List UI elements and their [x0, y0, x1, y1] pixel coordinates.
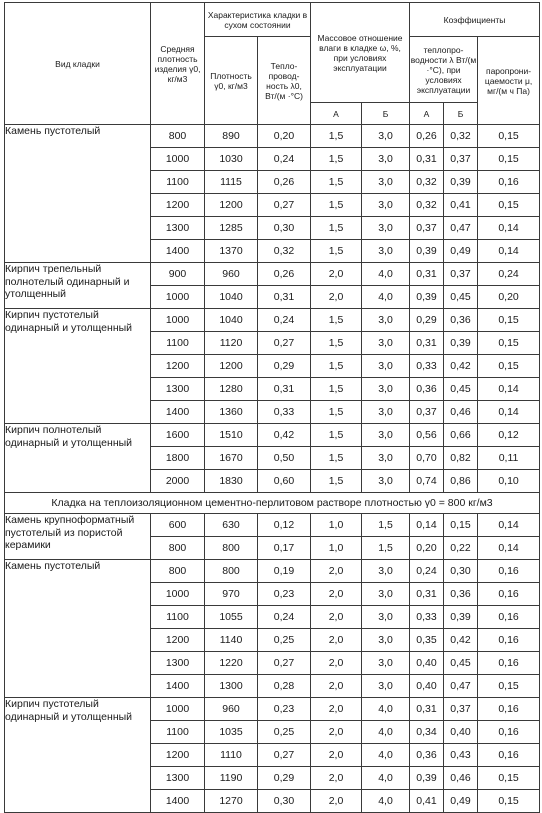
cell-vapour-mu: 0,15: [478, 767, 540, 790]
cell-avg-density: 1800: [151, 447, 205, 470]
cell-lambda0: 0,31: [258, 378, 311, 401]
cell-avg-density: 1400: [151, 675, 205, 698]
cell-avg-density: 800: [151, 560, 205, 583]
cell-lambda-b: 0,42: [444, 629, 478, 652]
cell-moisture-b: 3,0: [362, 332, 410, 355]
cell-moisture-b: 4,0: [362, 790, 410, 813]
cell-lambda-a: 0,40: [410, 652, 444, 675]
cell-vapour-mu: 0,20: [478, 286, 540, 309]
header-lambda-b: Б: [444, 103, 478, 125]
cell-vapour-mu: 0,10: [478, 470, 540, 493]
cell-lambda-b: 0,39: [444, 606, 478, 629]
cell-avg-density: 1400: [151, 240, 205, 263]
cell-vapour-mu: 0,15: [478, 675, 540, 698]
cell-lambda-a: 0,26: [410, 125, 444, 148]
cell-lambda-a: 0,70: [410, 447, 444, 470]
cell-density: 1360: [205, 401, 258, 424]
header-moisture-a: А: [311, 103, 362, 125]
cell-lambda-a: 0,20: [410, 537, 444, 560]
cell-lambda-b: 0,46: [444, 767, 478, 790]
cell-density: 1040: [205, 286, 258, 309]
cell-avg-density: 1000: [151, 309, 205, 332]
cell-vapour-mu: 0,11: [478, 447, 540, 470]
cell-vapour-mu: 0,12: [478, 424, 540, 447]
cell-moisture-b: 3,0: [362, 606, 410, 629]
header-massovoe-otnoshenie: Массовое отношение влаги в кладке ω, %, при условиях эксплуатации: [311, 3, 410, 103]
cell-lambda0: 0,25: [258, 629, 311, 652]
cell-vapour-mu: 0,14: [478, 217, 540, 240]
cell-moisture-a: 1,5: [311, 378, 362, 401]
cell-moisture-a: 2,0: [311, 652, 362, 675]
cell-moisture-a: 1,5: [311, 240, 362, 263]
cell-moisture-a: 2,0: [311, 583, 362, 606]
cell-lambda0: 0,19: [258, 560, 311, 583]
cell-lambda-b: 0,49: [444, 240, 478, 263]
cell-lambda-b: 0,32: [444, 125, 478, 148]
cell-avg-density: 1000: [151, 698, 205, 721]
cell-vapour-mu: 0,14: [478, 401, 540, 424]
cell-density: 1830: [205, 470, 258, 493]
cell-lambda-b: 0,82: [444, 447, 478, 470]
header-moisture-b: Б: [362, 103, 410, 125]
cell-avg-density: 2000: [151, 470, 205, 493]
cell-lambda-a: 0,37: [410, 217, 444, 240]
cell-lambda-b: 0,22: [444, 537, 478, 560]
cell-vapour-mu: 0,15: [478, 309, 540, 332]
cell-lambda0: 0,42: [258, 424, 311, 447]
cell-moisture-b: 4,0: [362, 744, 410, 767]
cell-moisture-b: 3,0: [362, 447, 410, 470]
cell-lambda-a: 0,31: [410, 583, 444, 606]
cell-lambda-b: 0,15: [444, 514, 478, 537]
cell-lambda-a: 0,39: [410, 286, 444, 309]
cell-lambda0: 0,23: [258, 698, 311, 721]
cell-density: 1110: [205, 744, 258, 767]
cell-avg-density: 600: [151, 514, 205, 537]
cell-moisture-a: 1,5: [311, 194, 362, 217]
cell-moisture-b: 4,0: [362, 698, 410, 721]
cell-lambda-b: 0,42: [444, 355, 478, 378]
cell-density: 1670: [205, 447, 258, 470]
cell-avg-density: 1200: [151, 355, 205, 378]
cell-moisture-b: 3,0: [362, 424, 410, 447]
cell-density: 1200: [205, 355, 258, 378]
cell-moisture-b: 4,0: [362, 286, 410, 309]
cell-avg-density: 1200: [151, 744, 205, 767]
cell-moisture-a: 2,0: [311, 629, 362, 652]
cell-avg-density: 900: [151, 263, 205, 286]
cell-lambda0: 0,24: [258, 606, 311, 629]
cell-moisture-b: 3,0: [362, 148, 410, 171]
cell-moisture-a: 2,0: [311, 286, 362, 309]
cell-lambda-a: 0,56: [410, 424, 444, 447]
cell-avg-density: 1100: [151, 171, 205, 194]
cell-moisture-b: 3,0: [362, 652, 410, 675]
cell-moisture-b: 4,0: [362, 721, 410, 744]
cell-lambda-a: 0,36: [410, 744, 444, 767]
cell-moisture-a: 2,0: [311, 790, 362, 813]
cell-lambda-a: 0,35: [410, 629, 444, 652]
cell-lambda-a: 0,33: [410, 355, 444, 378]
header-lambda-a: А: [410, 103, 444, 125]
cell-lambda0: 0,23: [258, 583, 311, 606]
cell-lambda-b: 0,39: [444, 332, 478, 355]
cell-moisture-a: 2,0: [311, 698, 362, 721]
cell-moisture-b: 3,0: [362, 355, 410, 378]
cell-moisture-b: 3,0: [362, 194, 410, 217]
cell-density: 1140: [205, 629, 258, 652]
cell-moisture-a: 1,5: [311, 148, 362, 171]
cell-lambda-a: 0,14: [410, 514, 444, 537]
cell-moisture-b: 1,5: [362, 514, 410, 537]
cell-vapour-mu: 0,15: [478, 125, 540, 148]
header-vid-kladki: Вид кладки: [5, 3, 151, 125]
cell-lambda-a: 0,31: [410, 332, 444, 355]
cell-vapour-mu: 0,16: [478, 698, 540, 721]
cell-lambda-b: 0,40: [444, 721, 478, 744]
cell-moisture-b: 3,0: [362, 240, 410, 263]
cell-moisture-a: 2,0: [311, 767, 362, 790]
masonry-type-cell: Кирпич трепельный полнотелый одинарный и утолщенный: [5, 263, 151, 309]
cell-vapour-mu: 0,16: [478, 171, 540, 194]
cell-moisture-b: 3,0: [362, 309, 410, 332]
cell-density: 1220: [205, 652, 258, 675]
cell-vapour-mu: 0,15: [478, 332, 540, 355]
header-paropronicaemosti: паропрони-цаемости μ, мг/(м ч Па): [478, 37, 540, 125]
cell-moisture-a: 2,0: [311, 560, 362, 583]
cell-lambda0: 0,24: [258, 148, 311, 171]
cell-lambda0: 0,27: [258, 744, 311, 767]
cell-lambda0: 0,33: [258, 401, 311, 424]
cell-lambda-b: 0,36: [444, 583, 478, 606]
cell-lambda0: 0,27: [258, 332, 311, 355]
cell-avg-density: 800: [151, 125, 205, 148]
cell-density: 1035: [205, 721, 258, 744]
cell-lambda-a: 0,31: [410, 148, 444, 171]
cell-avg-density: 1400: [151, 790, 205, 813]
cell-lambda0: 0,50: [258, 447, 311, 470]
cell-lambda-b: 0,47: [444, 675, 478, 698]
cell-lambda-a: 0,24: [410, 560, 444, 583]
cell-lambda0: 0,25: [258, 721, 311, 744]
cell-moisture-a: 1,5: [311, 125, 362, 148]
cell-lambda-a: 0,32: [410, 171, 444, 194]
masonry-type-cell: Кирпич пустотелый одинарный и утолщенный: [5, 698, 151, 813]
header-teploprovodnost: Тепло-провод-ность λ0, Вт/(м ·°С): [258, 37, 311, 125]
cell-density: 1030: [205, 148, 258, 171]
cell-avg-density: 1400: [151, 401, 205, 424]
cell-vapour-mu: 0,16: [478, 721, 540, 744]
cell-moisture-b: 3,0: [362, 217, 410, 240]
cell-avg-density: 1000: [151, 148, 205, 171]
cell-lambda0: 0,24: [258, 309, 311, 332]
cell-lambda-a: 0,29: [410, 309, 444, 332]
cell-lambda-b: 0,37: [444, 263, 478, 286]
cell-lambda0: 0,30: [258, 217, 311, 240]
cell-lambda-a: 0,37: [410, 401, 444, 424]
cell-lambda0: 0,60: [258, 470, 311, 493]
table-row: [5, 514, 540, 537]
cell-moisture-a: 1,0: [311, 537, 362, 560]
cell-lambda-a: 0,31: [410, 698, 444, 721]
cell-moisture-a: 1,5: [311, 401, 362, 424]
cell-moisture-a: 1,5: [311, 217, 362, 240]
cell-lambda0: 0,26: [258, 171, 311, 194]
cell-moisture-b: 3,0: [362, 171, 410, 194]
cell-vapour-mu: 0,15: [478, 355, 540, 378]
cell-lambda0: 0,29: [258, 767, 311, 790]
cell-lambda-b: 0,47: [444, 217, 478, 240]
cell-lambda-b: 0,30: [444, 560, 478, 583]
cell-lambda-b: 0,45: [444, 378, 478, 401]
cell-density: 1040: [205, 309, 258, 332]
cell-density: 1280: [205, 378, 258, 401]
cell-avg-density: 1000: [151, 286, 205, 309]
cell-lambda0: 0,12: [258, 514, 311, 537]
masonry-type-cell: Кирпич полнотелый одинарный и утолщенный: [5, 424, 151, 493]
table-row: [5, 698, 540, 721]
cell-lambda0: 0,27: [258, 194, 311, 217]
header-kharakteristika: Характеристика кладки в сухом состоянии: [205, 3, 311, 37]
cell-vapour-mu: 0,16: [478, 652, 540, 675]
cell-avg-density: 1100: [151, 606, 205, 629]
document-page: [4, 2, 540, 813]
masonry-type-cell: Камень крупноформатный пустотелый из пористой керамики: [5, 514, 151, 560]
cell-lambda-a: 0,36: [410, 378, 444, 401]
cell-avg-density: 1300: [151, 652, 205, 675]
cell-vapour-mu: 0,15: [478, 194, 540, 217]
cell-moisture-b: 3,0: [362, 583, 410, 606]
cell-vapour-mu: 0,16: [478, 744, 540, 767]
cell-avg-density: 1200: [151, 194, 205, 217]
cell-moisture-b: 1,5: [362, 537, 410, 560]
cell-moisture-a: 1,5: [311, 332, 362, 355]
cell-density: 1510: [205, 424, 258, 447]
cell-lambda-a: 0,39: [410, 240, 444, 263]
cell-lambda-a: 0,74: [410, 470, 444, 493]
cell-lambda0: 0,31: [258, 286, 311, 309]
cell-moisture-a: 1,5: [311, 171, 362, 194]
cell-vapour-mu: 0,24: [478, 263, 540, 286]
cell-moisture-a: 1,5: [311, 470, 362, 493]
cell-avg-density: 1300: [151, 378, 205, 401]
cell-lambda-b: 0,46: [444, 401, 478, 424]
header-srednyaya-plotnost-text: Средняя плотность изделия γ0, кг/м3: [154, 43, 201, 84]
cell-avg-density: 1300: [151, 217, 205, 240]
cell-density: 1370: [205, 240, 258, 263]
cell-moisture-b: 4,0: [362, 767, 410, 790]
cell-lambda-b: 0,45: [444, 286, 478, 309]
cell-density: 1115: [205, 171, 258, 194]
cell-moisture-b: 3,0: [362, 401, 410, 424]
cell-lambda-a: 0,34: [410, 721, 444, 744]
cell-avg-density: 1100: [151, 721, 205, 744]
cell-lambda-b: 0,45: [444, 652, 478, 675]
cell-vapour-mu: 0,15: [478, 148, 540, 171]
cell-vapour-mu: 0,15: [478, 790, 540, 813]
cell-avg-density: 1600: [151, 424, 205, 447]
cell-lambda0: 0,28: [258, 675, 311, 698]
table-body: [5, 125, 540, 813]
cell-moisture-b: 4,0: [362, 263, 410, 286]
header-srednyaya-plotnost: [151, 3, 205, 125]
masonry-type-cell: Камень пустотелый: [5, 125, 151, 263]
cell-density: 800: [205, 537, 258, 560]
cell-avg-density: 1000: [151, 583, 205, 606]
cell-moisture-b: 3,0: [362, 560, 410, 583]
cell-moisture-a: 2,0: [311, 675, 362, 698]
cell-avg-density: 1100: [151, 332, 205, 355]
cell-density: 1190: [205, 767, 258, 790]
cell-moisture-b: 3,0: [362, 629, 410, 652]
header-plotnost: Плотность γ0, кг/м3: [205, 37, 258, 125]
section-row: [5, 493, 540, 514]
cell-density: 960: [205, 698, 258, 721]
masonry-type-cell: Кирпич пустотелый одинарный и утолщенный: [5, 309, 151, 424]
cell-lambda-b: 0,41: [444, 194, 478, 217]
cell-lambda-b: 0,49: [444, 790, 478, 813]
cell-lambda-a: 0,41: [410, 790, 444, 813]
masonry-type-cell: Камень пустотелый: [5, 560, 151, 698]
cell-vapour-mu: 0,14: [478, 514, 540, 537]
cell-lambda-b: 0,37: [444, 698, 478, 721]
cell-moisture-b: 3,0: [362, 125, 410, 148]
cell-density: 1270: [205, 790, 258, 813]
table-row: [5, 309, 540, 332]
cell-lambda-a: 0,39: [410, 767, 444, 790]
cell-lambda-a: 0,32: [410, 194, 444, 217]
cell-density: 1200: [205, 194, 258, 217]
cell-moisture-a: 2,0: [311, 721, 362, 744]
cell-vapour-mu: 0,16: [478, 560, 540, 583]
cell-moisture-a: 1,0: [311, 514, 362, 537]
cell-lambda0: 0,20: [258, 125, 311, 148]
cell-vapour-mu: 0,14: [478, 240, 540, 263]
cell-lambda-b: 0,39: [444, 171, 478, 194]
cell-avg-density: 800: [151, 537, 205, 560]
cell-lambda-b: 0,37: [444, 148, 478, 171]
cell-lambda-b: 0,43: [444, 744, 478, 767]
cell-lambda-a: 0,40: [410, 675, 444, 698]
cell-lambda0: 0,26: [258, 263, 311, 286]
cell-lambda-a: 0,31: [410, 263, 444, 286]
cell-moisture-b: 3,0: [362, 378, 410, 401]
cell-density: 1300: [205, 675, 258, 698]
cell-density: 890: [205, 125, 258, 148]
cell-avg-density: 1300: [151, 767, 205, 790]
cell-moisture-a: 1,5: [311, 424, 362, 447]
cell-avg-density: 1200: [151, 629, 205, 652]
cell-density: 1120: [205, 332, 258, 355]
cell-density: 960: [205, 263, 258, 286]
table-row: [5, 560, 540, 583]
header-koefficienty: Коэффициенты: [410, 3, 540, 37]
cell-moisture-b: 3,0: [362, 470, 410, 493]
cell-vapour-mu: 0,14: [478, 378, 540, 401]
cell-lambda-b: 0,36: [444, 309, 478, 332]
cell-vapour-mu: 0,14: [478, 537, 540, 560]
cell-density: 1055: [205, 606, 258, 629]
masonry-properties-table: [4, 2, 540, 813]
cell-lambda-b: 0,86: [444, 470, 478, 493]
cell-moisture-a: 2,0: [311, 263, 362, 286]
cell-lambda0: 0,32: [258, 240, 311, 263]
cell-moisture-a: 2,0: [311, 744, 362, 767]
cell-density: 800: [205, 560, 258, 583]
cell-vapour-mu: 0,16: [478, 583, 540, 606]
cell-lambda0: 0,27: [258, 652, 311, 675]
cell-moisture-a: 2,0: [311, 606, 362, 629]
cell-density: 1285: [205, 217, 258, 240]
table-row: [5, 263, 540, 286]
cell-density: 630: [205, 514, 258, 537]
cell-lambda-a: 0,33: [410, 606, 444, 629]
header-koef-teploprovodnosti: теплопро-водности λ Вт/(м ·°С), при условиях эксплуатации: [410, 37, 478, 103]
cell-lambda0: 0,17: [258, 537, 311, 560]
cell-lambda-b: 0,66: [444, 424, 478, 447]
cell-moisture-a: 1,5: [311, 447, 362, 470]
cell-lambda0: 0,30: [258, 790, 311, 813]
table-row: [5, 424, 540, 447]
section-title: Кладка на теплоизоляционном цементно-перлитовом растворе плотностью γ0 = 800 кг/м3: [5, 493, 540, 514]
cell-moisture-a: 1,5: [311, 309, 362, 332]
cell-moisture-b: 3,0: [362, 675, 410, 698]
cell-moisture-a: 1,5: [311, 355, 362, 378]
cell-vapour-mu: 0,16: [478, 606, 540, 629]
table-row: [5, 125, 540, 148]
cell-vapour-mu: 0,16: [478, 629, 540, 652]
cell-density: 970: [205, 583, 258, 606]
cell-lambda0: 0,29: [258, 355, 311, 378]
